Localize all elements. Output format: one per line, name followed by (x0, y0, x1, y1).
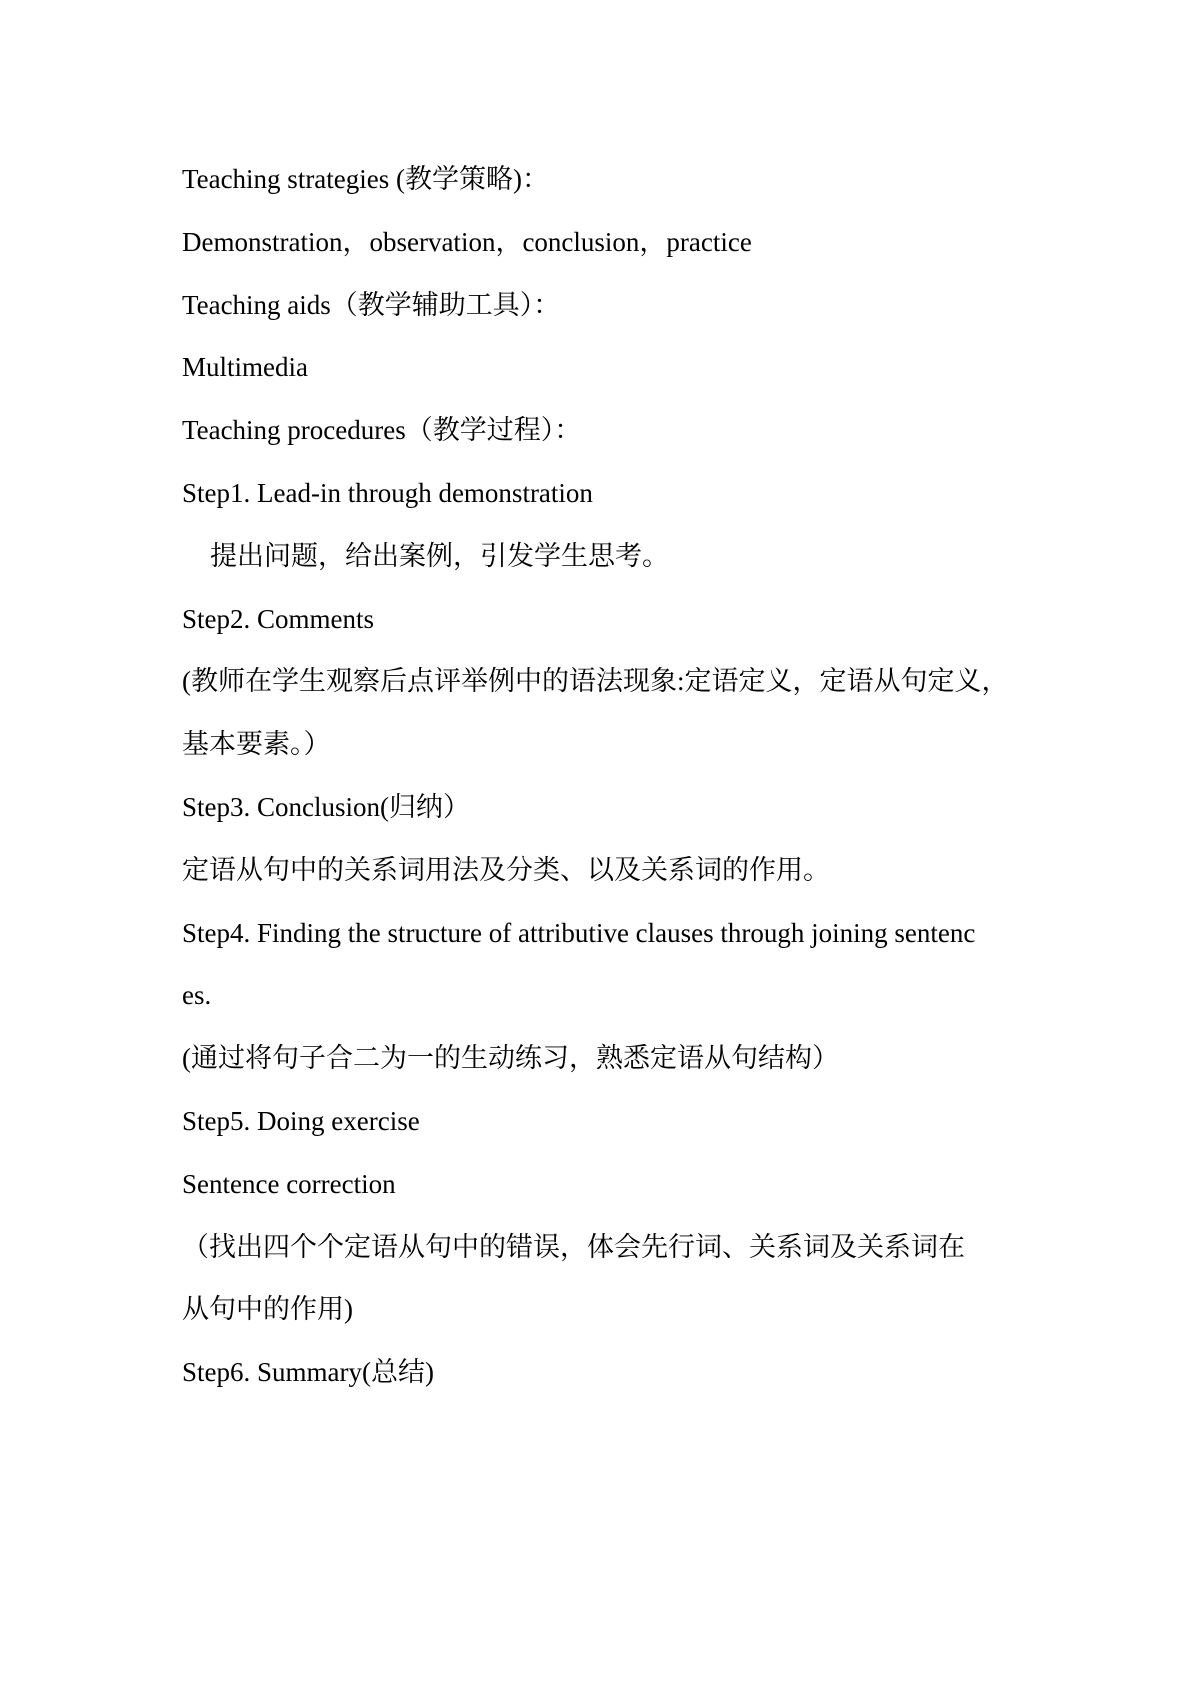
text-line-teaching-strategies-heading: Teaching strategies (教学策略)： (182, 164, 550, 194)
text-line-teaching-procedures-heading: Teaching procedures（教学过程）： (182, 415, 582, 446)
text-line-step4-description: (通过将句子合二为一的生动练习，熟悉定语从句结构） (182, 1043, 839, 1074)
text-line-step5-description-part1: （找出四个个定语从句中的错误，体会先行词、关系词及关系词在 (182, 1231, 965, 1262)
text-line-step4-title-part1: Step4. Finding the structure of attributive clauses through joining sentenc (182, 917, 976, 948)
text-line-step2-description-part2: 基本要素。） (182, 729, 331, 760)
text-line-teaching-aids-heading: Teaching aids（教学辅助工具）： (182, 289, 561, 320)
text-line-step4-title-part2: es. (182, 980, 212, 1011)
text-line-step5-title: Step5. Doing exercise (182, 1105, 420, 1136)
text-line-step3-description: 定语从句中的关系词用法及分类、以及关系词的作用。 (182, 854, 830, 885)
text-line-teaching-strategies-content: Demonstration，observation，conclusion，practice (182, 226, 752, 257)
text-line-step1-description: 提出问题，给出案例，引发学生思考。 (210, 540, 669, 571)
text-line-step5-subtitle: Sentence correction (182, 1168, 396, 1199)
text-line-step3-title: Step3. Conclusion(归纳） (182, 791, 470, 822)
text-line-step2-description-part1: (教师在学生观察后点评举例中的语法现象:定语定义，定语从句定义， (182, 666, 1009, 697)
text-line-step1-title: Step1. Lead-in through demonstration (182, 477, 593, 508)
text-line-teaching-aids-content: Multimedia (182, 352, 308, 383)
document-body (182, 166, 1042, 1422)
text-line-step6-title: Step6. Summary(总结) (182, 1357, 434, 1388)
text-line-step5-description-part2: 从句中的作用) (182, 1294, 353, 1325)
text-line-step2-title: Step2. Comments (182, 603, 375, 634)
